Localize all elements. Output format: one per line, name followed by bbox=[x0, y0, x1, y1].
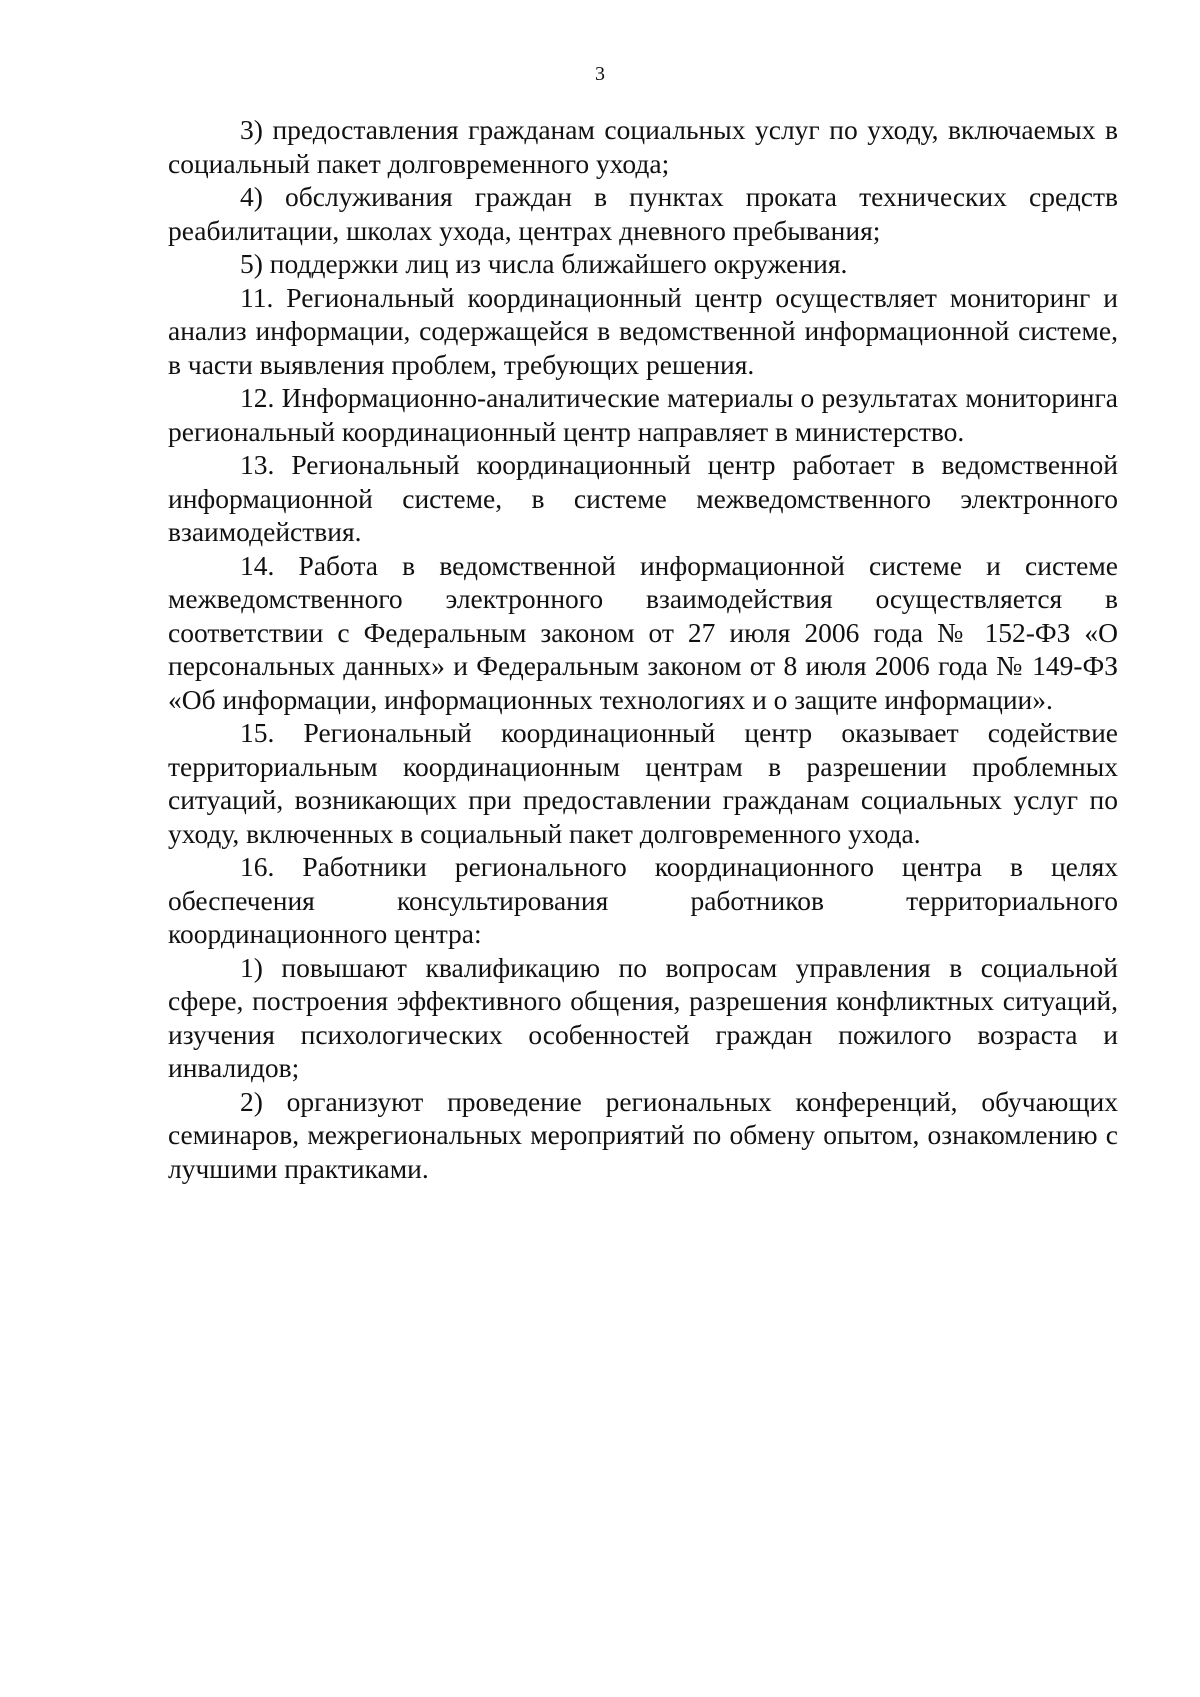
paragraph-subitem-2: 2) организуют проведение региональных конференций, обучающих семинаров, межрегиональных мероприятий по обмену опытом, ознакомлению с лучшими практиками. bbox=[168, 1085, 1118, 1184]
paragraph-clause-12: 12. Информационно-аналитические материалы о результатах мониторинга региональный координационный центр направляет в министерство. bbox=[168, 382, 1118, 447]
paragraph-subitem-1: 1) повышают квалификацию по вопросам управления в социальной сфере, построения эффективного общения, разрешения конфликтных ситуаций, изучения психологических особенностей граждан пожилого возраста и инвалидов; bbox=[168, 951, 1118, 1083]
paragraph-item-5: 5) поддержки лиц из числа ближайшего окружения. bbox=[240, 248, 848, 279]
paragraph-clause-13: 13. Региональный координационный центр работает в ведомственной информационной системе, в системе межведомственного электронного взаимодействия. bbox=[168, 449, 1118, 547]
paragraph-clause-14: 14. Работа в ведомственной информационной системе и системе межведомственного электронного взаимодействия осуществляется в соответствии с Федеральным законом от 27 июля 2006 года № 152-ФЗ «О персональных данных» и Федеральным законом от 8 июля 2006 года № 149-ФЗ «Об информации, информационных технологиях и о защите информации». bbox=[168, 549, 1118, 715]
paragraph-item-3: 3) предоставления гражданам социальных услуг по уходу, включаемых в социальный пакет долговременного ухода; bbox=[168, 114, 1118, 179]
document-body bbox=[168, 113, 1118, 1185]
paragraph-clause-15: 15. Региональный координационный центр оказывает содействие территориальным координационным центрам в разрешении проблемных ситуаций, возникающих при предоставлении гражданам социальных услуг по уходу, включенных в социальный пакет долговременного ухода. bbox=[168, 717, 1118, 849]
paragraph-item-4: 4) обслуживания граждан в пунктах проката технических средств реабилитации, школах ухода, центрах дневного пребывания; bbox=[168, 181, 1118, 246]
paragraph-clause-16: 16. Работники регионального координационного центра в целях обеспечения консультирования работников территориального координационного центра: bbox=[168, 851, 1118, 949]
page-number: 3 bbox=[595, 63, 605, 85]
paragraph-clause-11: 11. Региональный координационный центр осуществляет мониторинг и анализ информации, содержащейся в ведомственной информационной системе, в части выявления проблем, требующих решения. bbox=[168, 281, 1118, 380]
